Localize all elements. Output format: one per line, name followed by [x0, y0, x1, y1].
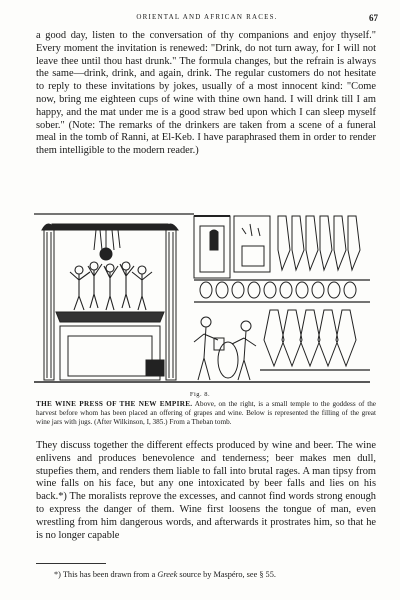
- right-column: [164, 224, 178, 380]
- temple-shrine: [194, 216, 270, 278]
- page-number: 67: [369, 13, 378, 23]
- running-title: ORIENTAL AND AFRICAN RACES.: [136, 13, 278, 21]
- footnote-rule: [36, 563, 106, 564]
- footnote-marker: *): [54, 570, 61, 579]
- figure-caption: [36, 400, 376, 428]
- wine-press-illustration: [34, 210, 370, 385]
- body-paragraph-2: [36, 440, 376, 542]
- footnote-text-after: source by Maspéro, see § 55.: [179, 570, 276, 579]
- left-column: [42, 224, 56, 380]
- caption-title: THE WINE PRESS OF THE NEW EMPIRE.: [36, 400, 193, 408]
- workers: [194, 317, 256, 380]
- caption-text: Above, on the right, is a small temple to the goddess of the harvest before whom has been placed an offering of grapes and wine. Below is represented the filling of the great wine jars with jugs. (After Wilkinson, I, 385.) From a Theban tomb.: [36, 400, 377, 427]
- paragraph-text: They discuss together the different effects produced by wine and beer. The wine enlivens and produces benevolence and tenderness; beer makes men dull, stupefies them, and renders them liable to fall into brutal rages. A man tipsy from wine falls on his face, but any one intoxicated by beer falls and lies on his back.*) The moralists reprove the excesses, and cannot find words strong enough to express the danger of them. Wine first loosens the tongue of man, even wrestling from him dangerous words, and afterwards it prostrates him, so that he is no longer capable: [36, 440, 376, 541]
- paragraph-text: a good day, listen to the conversation of thy companions and enjoy thyself." Every moment the invitation is renewed: "Drink, do not turn away, for I will not leave thee until thou hast drunk." The formula changes, but the refrain is always the same—drink, drink, and again, drink. The regular customers do not hesitate to reply to these invitations by jokes, usually of a most innocent kind: "Come now, bring me eighteen cups of wine with thine own hand. I will drink till I am happy, and the mat under me is a good straw bed upon which I can sleep myself sober." (Note: The remarks of the drinkers are taken from a scene of a funeral meal in the tomb of Ranni, at El-Keb. I have paraphrased them in order to render them intelligible to the modern reader.): [36, 30, 376, 157]
- figure-label: Fig. 8.: [189, 391, 211, 398]
- footnote: [54, 570, 374, 580]
- body-paragraph-1: [36, 30, 376, 158]
- footnote-italic-word: Greek: [157, 570, 178, 579]
- lower-jars: [264, 310, 356, 366]
- footnote-text-before: This has been drawn from a: [62, 570, 156, 579]
- small-jars: [200, 282, 356, 298]
- upper-jars: [278, 216, 360, 270]
